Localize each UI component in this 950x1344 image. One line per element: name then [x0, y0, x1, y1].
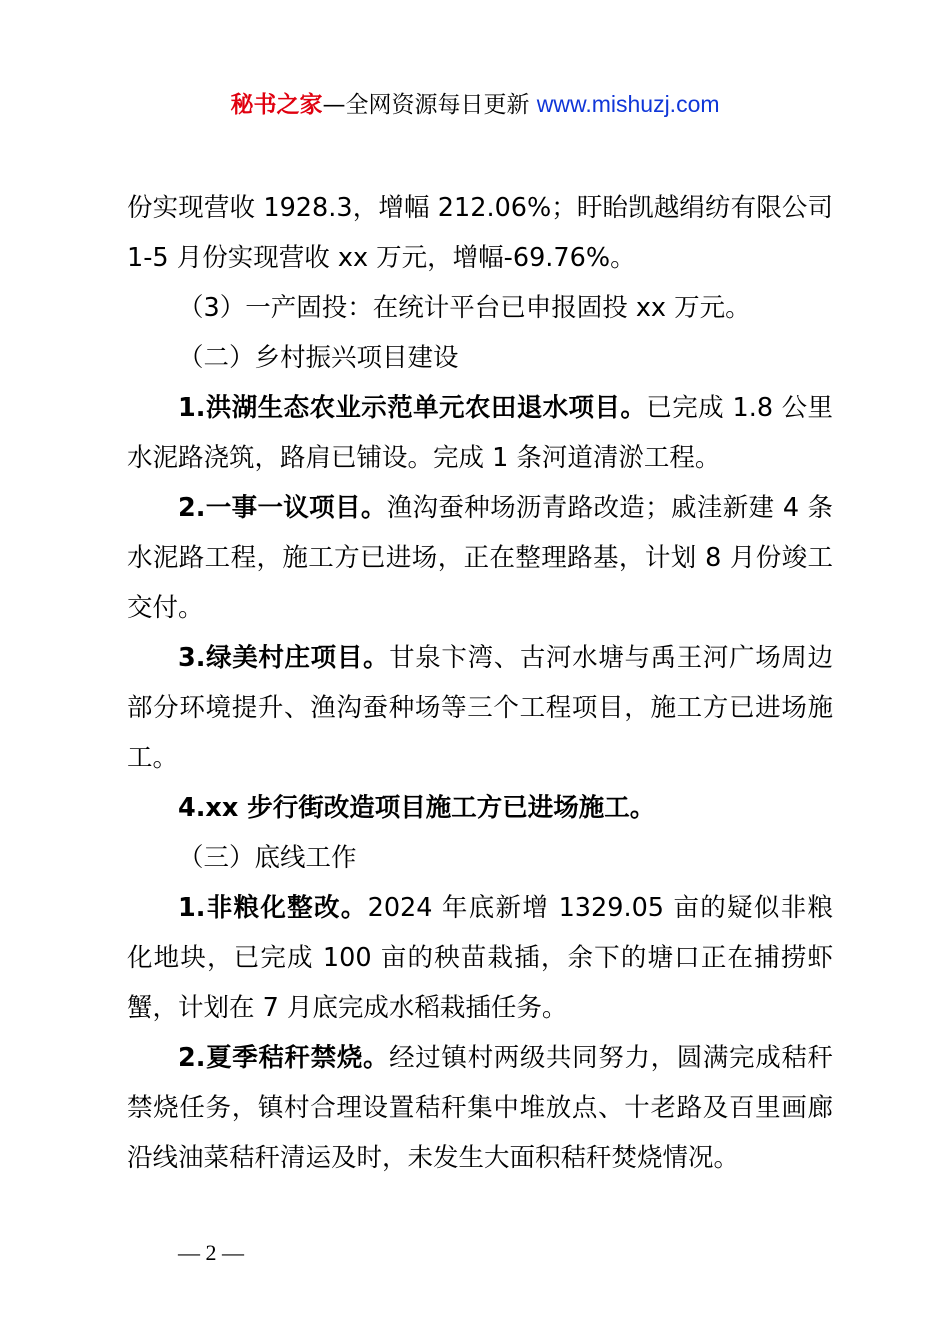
site-header	[0, 84, 950, 125]
section-heading-text: （二）乡村振兴项目建设	[178, 343, 459, 373]
paragraph-non-grain-rectification	[127, 883, 833, 1033]
paragraph-text: 经过镇村两级共同努力，圆满完成秸秆禁烧任务，镇村合理设置秸秆集中堆放点、十老路及百里画廊沿线油菜秸秆清运及时，未发生大面积秸秆焚烧情况。	[127, 1043, 833, 1173]
section-heading-text: （三）底线工作	[178, 843, 357, 873]
paragraph-text: 渔沟蚕种场沥青路改造；戚洼新建 4 条水泥路工程，施工方已进场，正在整理路基，计划 8 月份竣工交付。	[127, 493, 834, 623]
item-lead: 3.绿美村庄项目。	[178, 643, 390, 673]
paragraph-pedestrian-street-project	[127, 783, 833, 833]
paragraph-green-village-project	[127, 633, 833, 783]
item-lead: 1.洪湖生态农业示范单元农田退水项目。	[178, 393, 647, 423]
paragraph-fixed-investment	[127, 283, 833, 333]
item-lead: 1.非粮化整改。	[178, 893, 368, 923]
paragraph-text: 甘泉卞湾、古河水塘与禹王河广场周边部分环境提升、渔沟蚕种场等三个工程项目，施工方已进场施工。	[127, 643, 833, 773]
paragraph-text: （3）一产固投：在统计平台已申报固投 xx 万元。	[178, 293, 751, 323]
paragraph-one-matter-project	[127, 483, 833, 633]
site-url[interactable]: www.mishuzj.com	[536, 91, 720, 117]
paragraph-text: 份实现营收 1928.3，增幅 212.06%；盱眙凯越绢纺有限公司 1-5 月份实现营收 xx 万元，增幅-69.76%。	[127, 193, 833, 273]
item-lead: 4.xx 步行街改造项目施工方已进场施工。	[178, 793, 656, 823]
paragraph-text: 已完成 1.8 公里水泥路浇筑，路肩已铺设。完成 1 条河道清淤工程。	[127, 393, 833, 473]
page-number: — 2 —	[178, 1240, 244, 1265]
header-tagline: —全网资源每日更新	[322, 92, 537, 118]
item-lead: 2.夏季秸秆禁烧。	[178, 1043, 390, 1073]
paragraph-revenue-continued	[127, 183, 833, 283]
paragraph-text: 2024 年底新增 1329.05 亩的疑似非粮化地块，已完成 100 亩的秧苗栽插，余下的塘口正在捕捞虾蟹，计划在 7 月底完成水稻栽插任务。	[127, 893, 833, 1023]
paragraph-farmland-drainage-project	[127, 383, 833, 483]
section-heading-rural-revitalization	[127, 333, 833, 383]
item-lead: 2.一事一议项目。	[178, 493, 387, 523]
section-heading-bottom-line-work	[127, 833, 833, 883]
document-body	[127, 183, 833, 1183]
paragraph-straw-burning-ban	[127, 1033, 833, 1183]
brand-name: 秘书之家	[230, 92, 323, 118]
